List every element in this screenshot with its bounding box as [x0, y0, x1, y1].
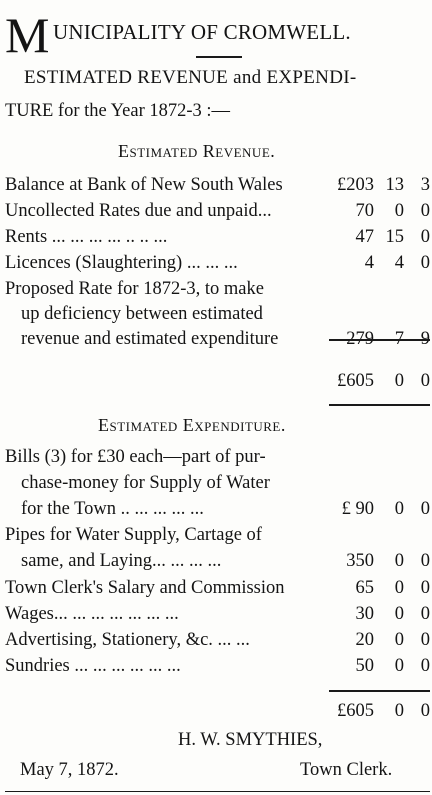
signatory-name: H. W. SMYTHIES, [178, 730, 323, 750]
amount-pence: 0 [420, 630, 430, 650]
revenue-total-row [0, 368, 432, 394]
amount-shillings: 13 [385, 175, 404, 195]
item-description: same, and Laying... ... ... ... [21, 551, 222, 571]
total-pounds: £605 [337, 371, 374, 391]
ledger-line [0, 522, 432, 548]
ledger-line [0, 224, 432, 250]
notice-date: May 7, 1872. [20, 760, 119, 780]
amount-shillings: 0 [394, 201, 404, 221]
total-shillings: 0 [394, 371, 404, 391]
amount-shillings: 0 [394, 630, 404, 650]
ledger-line [0, 653, 432, 679]
ledger-line [0, 575, 432, 601]
amount-shillings: 0 [394, 604, 404, 624]
amount-pence: 0 [420, 253, 430, 273]
amount-pounds: 50 [355, 656, 374, 676]
amount-pounds: 350 [346, 551, 374, 571]
expenditure-section-title: Estimated Expenditure. [98, 415, 286, 435]
ledger-line [0, 470, 432, 496]
ledger-line [0, 172, 432, 198]
amount-pounds: 65 [355, 578, 374, 598]
amount-pence: 0 [420, 578, 430, 598]
item-description: Sundries ... ... ... ... ... ... [5, 656, 181, 676]
amount-shillings: 0 [394, 578, 404, 598]
revenue-section-title: Estimated Revenue. [118, 141, 276, 161]
amount-pence: 0 [420, 656, 430, 676]
signatory-title: Town Clerk. [300, 760, 393, 780]
ledger-line [0, 601, 432, 627]
ledger-line [0, 250, 432, 276]
ledger-line [0, 198, 432, 224]
amount-pounds: 20 [355, 630, 374, 650]
item-description: chase-money for Supply of Water [21, 473, 270, 493]
amount-pence: 0 [420, 604, 430, 624]
ledger-line [0, 496, 432, 522]
amount-shillings: 0 [394, 499, 404, 519]
item-description: Balance at Bank of New South Wales [5, 175, 283, 195]
total-shillings: 0 [394, 701, 404, 721]
amount-shillings: 0 [394, 551, 404, 571]
total-pence: 0 [420, 371, 430, 391]
amount-pounds: 4 [364, 253, 374, 273]
amount-shillings: 7 [394, 329, 404, 349]
total-pence: 0 [420, 701, 430, 721]
bottom-rule [5, 791, 430, 792]
item-description: Wages... ... ... ... ... ... ... [5, 604, 179, 624]
item-description: Pipes for Water Supply, Cartage of [5, 525, 262, 545]
amount-pence: 0 [420, 227, 430, 247]
ledger-line [0, 444, 432, 470]
ledger-line [0, 301, 432, 327]
amount-pounds: £203 [337, 175, 374, 195]
total-pounds: £605 [337, 701, 374, 721]
amount-shillings: 0 [394, 656, 404, 676]
revenue-subtotal-rule [329, 339, 430, 341]
item-description: Town Clerk's Salary and Commission [5, 578, 285, 598]
amount-pounds: £ 90 [341, 499, 374, 519]
item-description: Rents ... ... ... ... .. .. ... [5, 227, 168, 247]
amount-pounds: 279 [346, 329, 374, 349]
amount-pence: 0 [420, 201, 430, 221]
item-description: revenue and estimated expenditure [21, 329, 279, 349]
amount-pence: 9 [420, 329, 430, 349]
intro-line-1: ESTIMATED REVENUE and EXPENDI- [24, 67, 357, 88]
amount-shillings: 4 [394, 253, 404, 273]
ledger-line [0, 548, 432, 574]
amount-pounds: 30 [355, 604, 374, 624]
ledger-line [0, 627, 432, 653]
intro-line-2: TURE for the Year 1872-3 :— [5, 101, 231, 121]
item-description: Uncollected Rates due and unpaid... [5, 201, 272, 221]
expenditure-subtotal-rule [329, 690, 430, 692]
amount-pence: 0 [420, 499, 430, 519]
expenditure-total-row [0, 698, 432, 724]
title-rule [196, 56, 242, 58]
drop-cap-initial: M [5, 7, 50, 63]
amount-pence: 3 [420, 175, 430, 195]
amount-shillings: 15 [385, 227, 404, 247]
title-text: UNICIPALITY OF CROMWELL. [53, 20, 351, 44]
item-description: Bills (3) for £30 each—part of pur- [5, 447, 266, 467]
amount-pence: 0 [420, 551, 430, 571]
item-description: Licences (Slaughtering) ... ... ... [5, 253, 238, 273]
ledger-line [0, 276, 432, 302]
item-description: for the Town .. ... ... ... ... [21, 499, 204, 519]
amount-pounds: 47 [355, 227, 374, 247]
amount-pounds: 70 [355, 201, 374, 221]
item-description: Proposed Rate for 1872-3, to make [5, 279, 264, 299]
item-description: Advertising, Stationery, &c. ... ... [5, 630, 250, 650]
item-description: up deficiency between estimated [21, 304, 263, 324]
revenue-total-rule [329, 404, 430, 406]
